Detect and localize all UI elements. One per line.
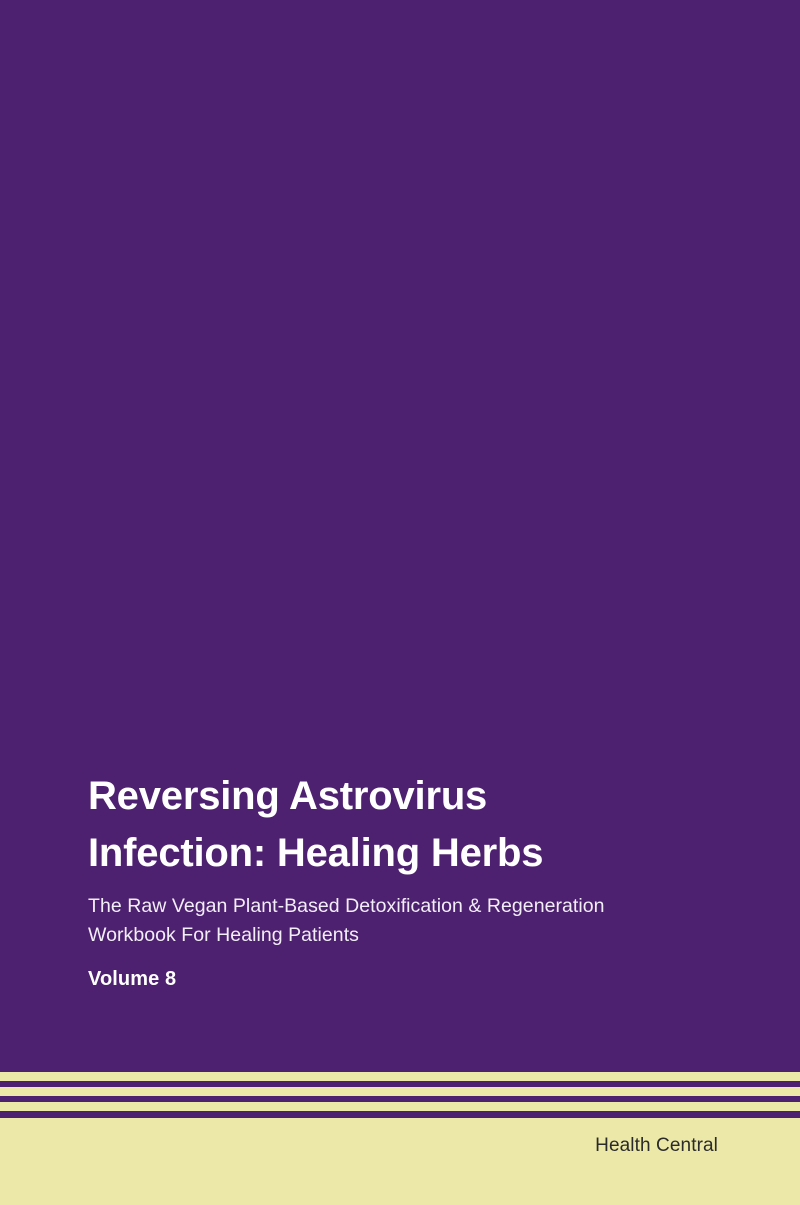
book-title-line-1: Reversing Astrovirus [88, 774, 488, 818]
stripe-light-3 [0, 1102, 800, 1111]
book-subtitle-line-2: Workbook For Healing Patients [88, 924, 359, 947]
title-block [88, 768, 718, 991]
page-title [88, 768, 718, 882]
book-title-line-2: Infection: Healing Herbs [88, 830, 544, 875]
book-volume: Volume 8 [88, 967, 177, 990]
book-subtitle-line-1: The Raw Vegan Plant-Based Detoxification & Regeneration [88, 894, 605, 917]
decorative-stripes [0, 1072, 800, 1205]
bottom-fill [0, 1181, 800, 1205]
publisher-name: Health Central [595, 1135, 718, 1156]
publisher-band [0, 1118, 800, 1181]
stripe-light-2 [0, 1087, 800, 1096]
stripe-light-1 [0, 1072, 800, 1081]
stripe-dark-3 [0, 1111, 800, 1118]
